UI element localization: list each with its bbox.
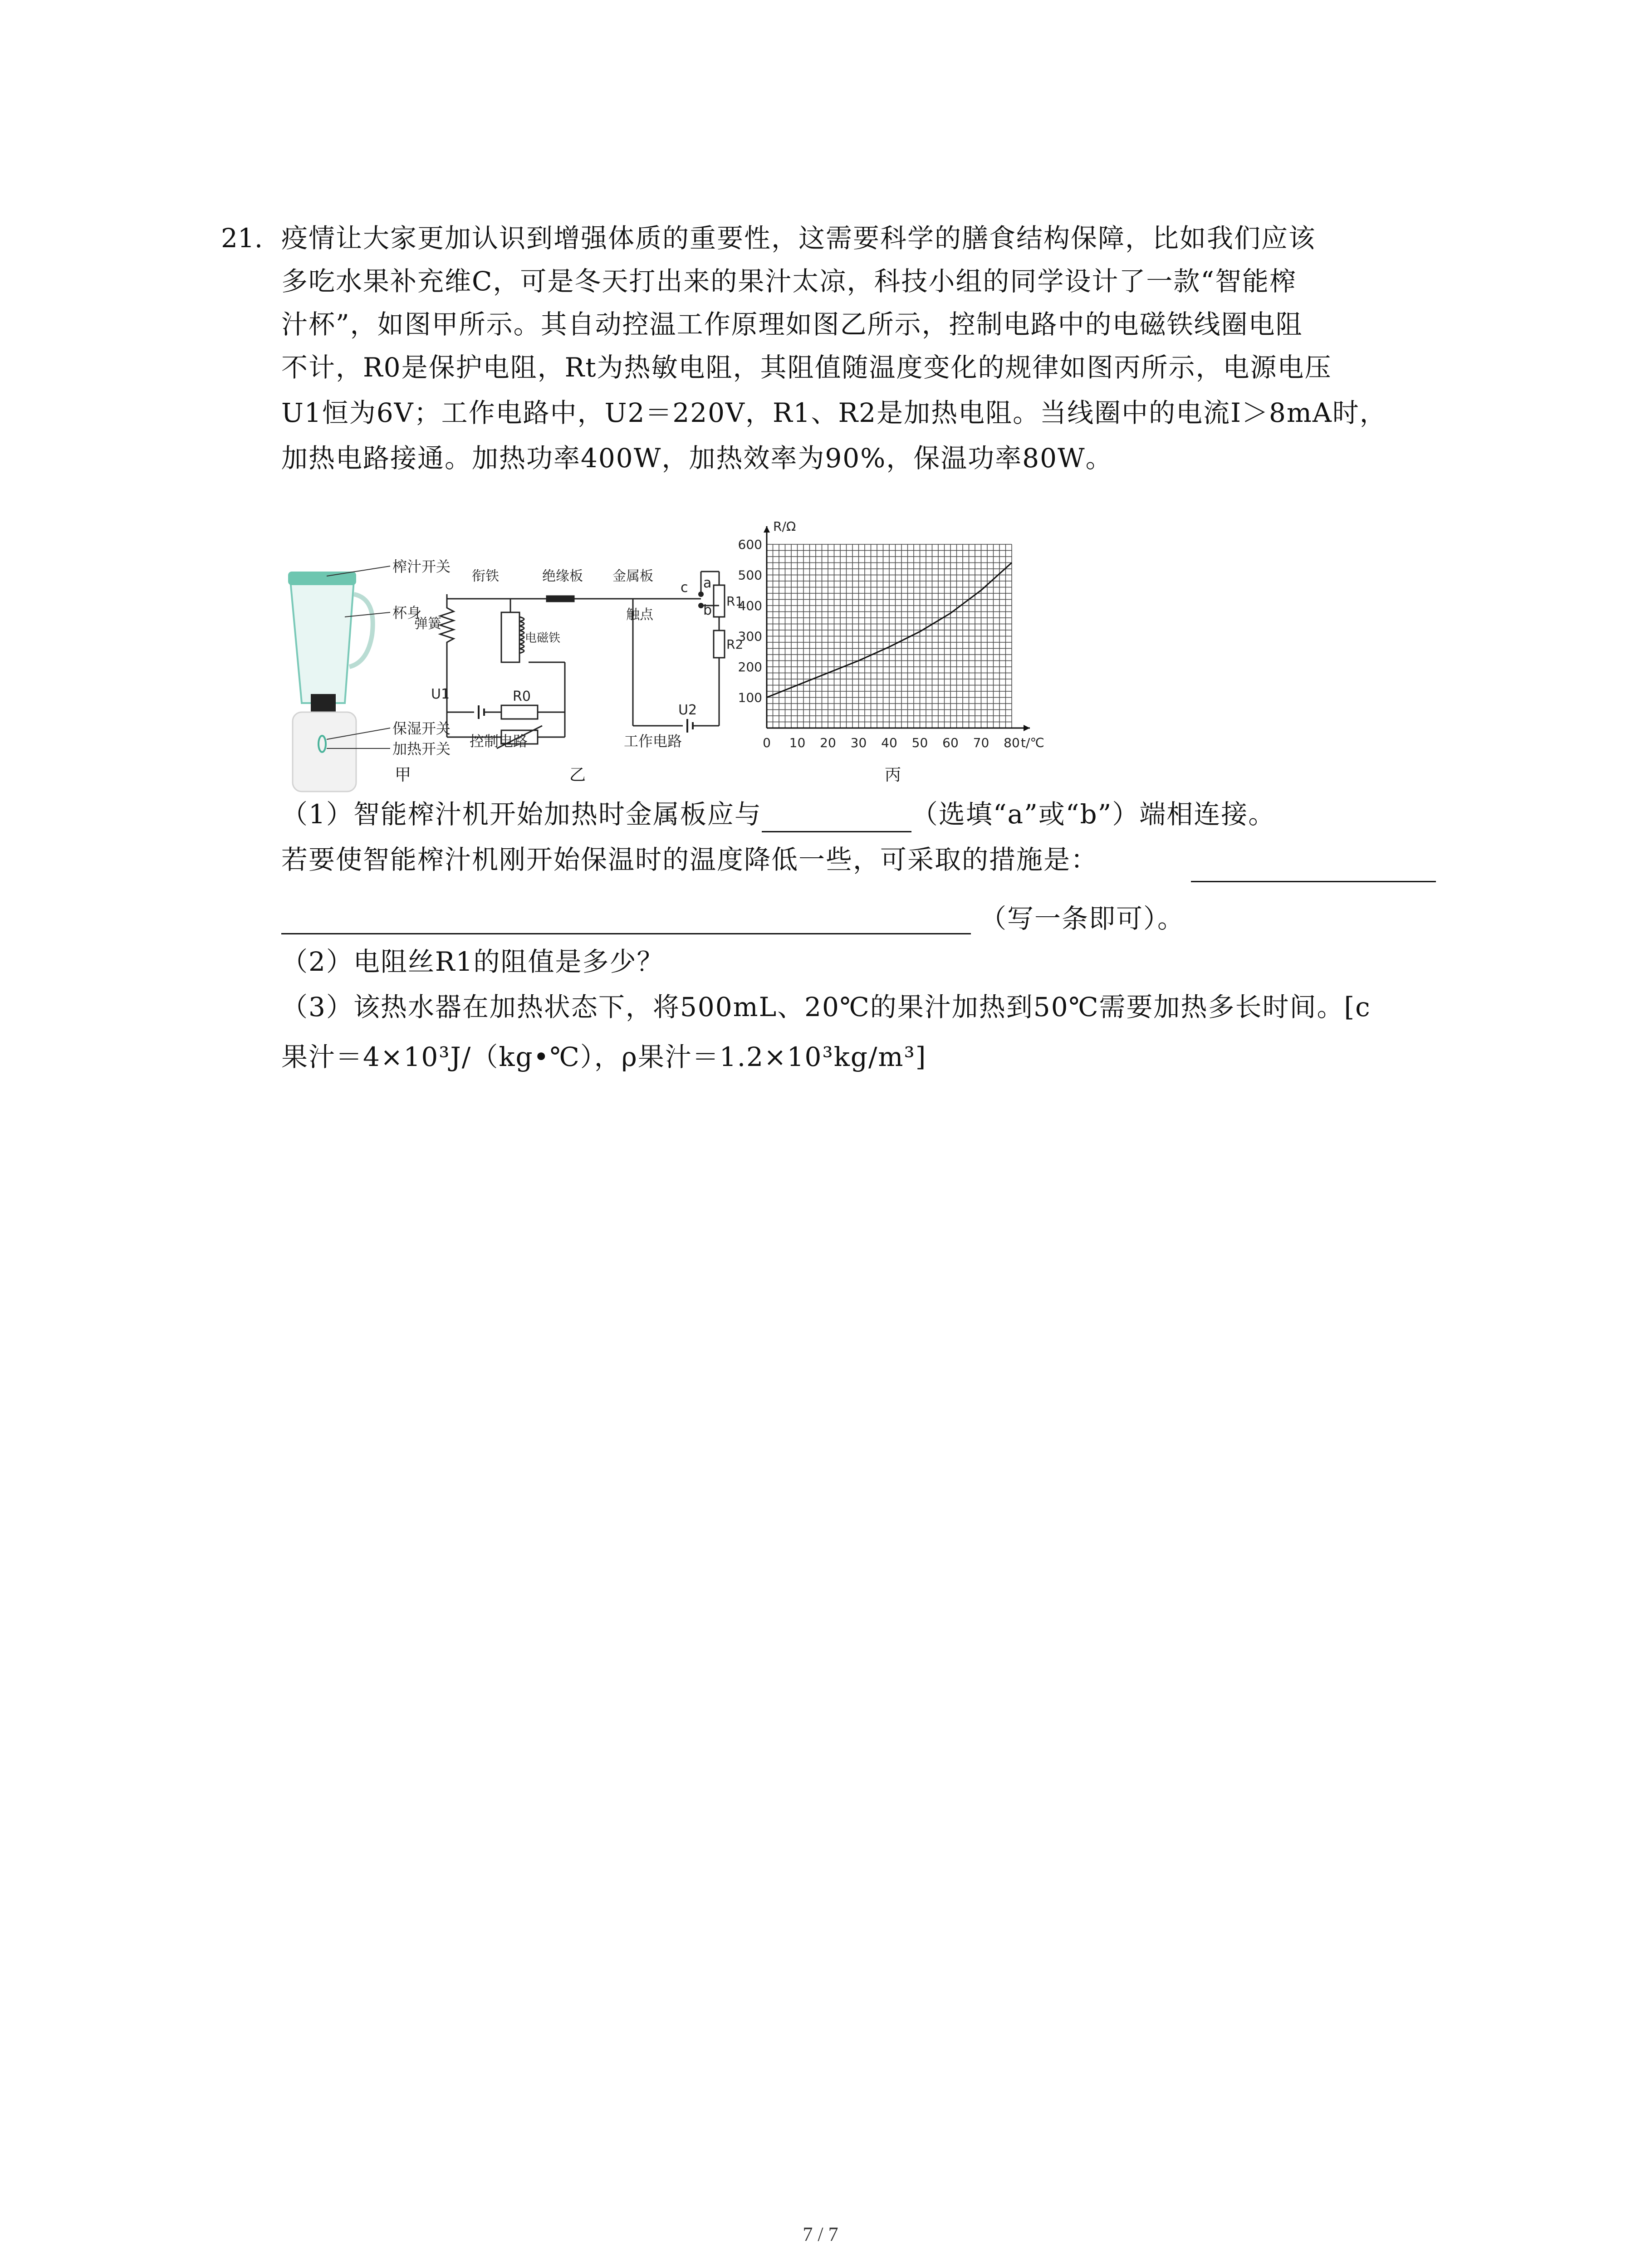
label-r1: R1 [726, 594, 744, 609]
page-number: 7 / 7 [803, 2223, 838, 2245]
juicer-label-keepwarm: 保湿开关 [392, 720, 451, 737]
label-control-circuit: 控制电路 [470, 733, 528, 750]
label-electromagnet: 电磁铁 [525, 631, 561, 645]
label-armature: 衔铁 [472, 568, 499, 584]
question-line-3: 汁杯”，如图甲所示。其自动控温工作原理如图乙所示，控制电路中的电磁铁线圈电阻 [281, 309, 1303, 340]
y-tick-label: 100 [738, 690, 762, 705]
q1-line-2 [281, 841, 1098, 878]
figure-yi-caption: 乙 [569, 766, 586, 784]
x-tick-label: 0 [763, 735, 771, 750]
q1-line-1 [281, 796, 1275, 832]
juicer-cup-body [290, 581, 354, 703]
x-tick-label: 30 [850, 735, 867, 750]
x-tick-label: 80 [1004, 735, 1020, 750]
q2-text: （2）电阻丝R1的阻值是多少？ [281, 946, 664, 977]
y-axis-arrow [764, 526, 770, 533]
x-tick-label: 20 [820, 735, 836, 750]
juicer-label-cup: 杯身 [392, 604, 422, 621]
q1-prefix: （1）智能榨汁机开始加热时金属板应与 [281, 799, 762, 830]
resistor-r1 [714, 585, 725, 617]
x-axis-label: t/℃ [1021, 735, 1044, 750]
label-spring: 弹簧 [414, 616, 441, 632]
y-tick-label: 200 [738, 660, 762, 675]
figure-jia-caption: 甲 [395, 766, 411, 784]
q3-line-2: 果汁＝4×10³J/（kg•℃），ρ果汁＝1.2×10³kg/m³] [281, 1041, 927, 1072]
q1-answer-blank-3[interactable] [281, 905, 971, 934]
q1-measure-prompt: 若要使智能榨汁机刚开始保温时的温度降低一些，可采取的措施是： [281, 844, 1098, 875]
question-line-4: 不计，R0是保护电阻，Rt为热敏电阻，其阻值随温度变化的规律如图丙所示，电源电压 [281, 352, 1332, 383]
q3-line-1: （3）该热水器在加热状态下，将500mL、20℃的果汁加热到50℃需要加热多长时间。[c [281, 992, 1371, 1022]
x-tick-label: 60 [942, 735, 959, 750]
y-tick-label: 400 [738, 598, 762, 613]
thermistor-chart [724, 519, 1068, 760]
label-r2: R2 [726, 637, 744, 652]
label-a: a [703, 575, 712, 591]
spring-icon [440, 594, 454, 662]
label-u1: U1 [431, 686, 450, 702]
circuit-figure [411, 562, 744, 758]
question-line-6: 加热电路接通。加热功率400W，加热效率为90%，保温功率80W。 [281, 443, 1113, 474]
question-number: 21. [221, 223, 263, 254]
y-tick-label: 300 [738, 629, 762, 644]
label-b: b [703, 602, 712, 618]
q1-suffix: （选填“a”或“b”）端相连接。 [911, 799, 1276, 830]
q1-line-3-suffix: （写一条即可）。 [980, 903, 1185, 934]
figure-bing-caption: 丙 [885, 766, 901, 784]
label-work-circuit: 工作电路 [624, 733, 682, 750]
q1-answer-blank-2[interactable] [1191, 853, 1436, 882]
resistor-r2 [714, 631, 725, 658]
label-insulator: 绝缘板 [542, 568, 583, 584]
juicer-blade-base [311, 694, 336, 712]
label-metal-plate: 金属板 [612, 568, 653, 584]
q1-answer-blank-1[interactable] [762, 803, 911, 832]
label-contact: 触点 [626, 607, 653, 623]
x-tick-label: 70 [973, 735, 989, 750]
y-tick-label: 500 [738, 567, 762, 583]
y-tick-label: 600 [738, 537, 762, 552]
x-tick-label: 50 [911, 735, 928, 750]
juicer-label-heat: 加热开关 [392, 740, 451, 758]
juicer-label-juice-switch: 榨汁开关 [392, 558, 451, 575]
x-tick-label: 40 [881, 735, 897, 750]
question-line-5: U1恒为6V；工作电路中，U2＝220V，R1、R2是加热电阻。当线圈中的电流I＞8mA时， [281, 397, 1387, 428]
y-axis-label: R/Ω [773, 519, 796, 534]
x-axis-arrow [1024, 725, 1030, 731]
question-line-1: 疫情让大家更加认识到增强体质的重要性，这需要科学的膳食结构保障，比如我们应该 [281, 223, 1316, 254]
x-tick-label: 10 [789, 735, 806, 750]
label-c: c [681, 580, 688, 596]
label-r0: R0 [513, 689, 531, 704]
label-u2: U2 [678, 702, 697, 718]
juicer-lid [288, 572, 356, 585]
resistor-r0 [501, 705, 538, 719]
question-line-2: 多吃水果补充维C，可是冬天打出来的果汁太凉，科技小组的同学设计了一款“智能榨 [281, 266, 1297, 297]
